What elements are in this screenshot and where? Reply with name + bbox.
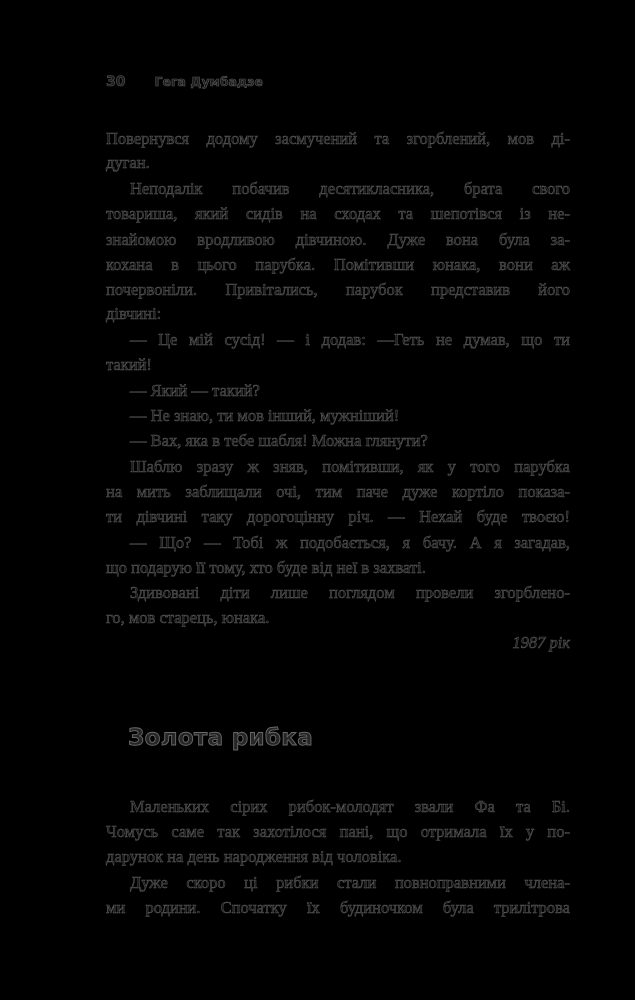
text-line: Неподалік побачив десятикласника, брата свого <box>130 179 570 198</box>
text-line: дарунок на день народження від чоловіка. <box>106 847 402 866</box>
running-head <box>106 71 263 89</box>
text-line: кохана в цього парубка. Помітивши юнака, вони аж <box>106 255 570 274</box>
text-line: — Що? — Тобі ж подобається, я бачу. А я загадав, <box>130 533 570 552</box>
text-line: Дуже скоро ці рибки стали повноправними члена- <box>130 873 570 892</box>
text-line: Здивовані діти лише поглядом провели згорбленo- <box>130 583 570 602</box>
text-line: такий! <box>106 355 152 374</box>
text-line: товариша, який сидів на сходах та шепотівся із не- <box>106 204 570 223</box>
text-line: дівчині: <box>106 304 162 323</box>
text-line: го, мов старець, юнака. <box>106 608 270 627</box>
text-line: Чомусь саме так захотілося пані, що отримала їх у по- <box>106 822 570 841</box>
running-title: Гега Думбадзе <box>154 74 263 89</box>
text-line: Шаблю зразу ж зняв, помітивши, як у того парубка <box>130 457 570 476</box>
text-line: Повернувся додому засмучений та згорблений, мов ді- <box>106 129 570 148</box>
page-number: 30 <box>106 74 126 90</box>
text-line: дуган. <box>106 153 150 172</box>
text-line: що подарую її тому, хто буде від неї в захваті. <box>106 558 426 577</box>
text-line: — Це мій сусід! — і додав: —Геть не думав, що ти <box>130 330 570 349</box>
text-line: почервоніли. Привітались, парубок представив його <box>106 280 570 299</box>
text-line: на мить заблищали очі, тим паче дуже кортіло показа- <box>106 482 570 501</box>
section-title: Золота рибка <box>128 725 314 751</box>
text-line: Маленьких сірих рибок-молодят звали Фа та Бі. <box>130 797 570 816</box>
text-line: ти дівчині таку дорогоцінну річ. — Нехай буде твоєю! <box>106 507 570 526</box>
text-line: — Вах, яка в тебе шабля! Можна глянути? <box>130 431 428 450</box>
text-line: знайомою вродливою дівчиною. Дуже вона була за- <box>106 230 570 249</box>
text-line: — Не знаю, ти мов інший, мужніший! <box>130 406 400 425</box>
story-date: 1987 рік <box>512 633 570 652</box>
text-line: ми родини. Спочатку їх будиночком була трилітрова <box>106 898 570 917</box>
text-line: — Який — такий? <box>130 381 260 400</box>
